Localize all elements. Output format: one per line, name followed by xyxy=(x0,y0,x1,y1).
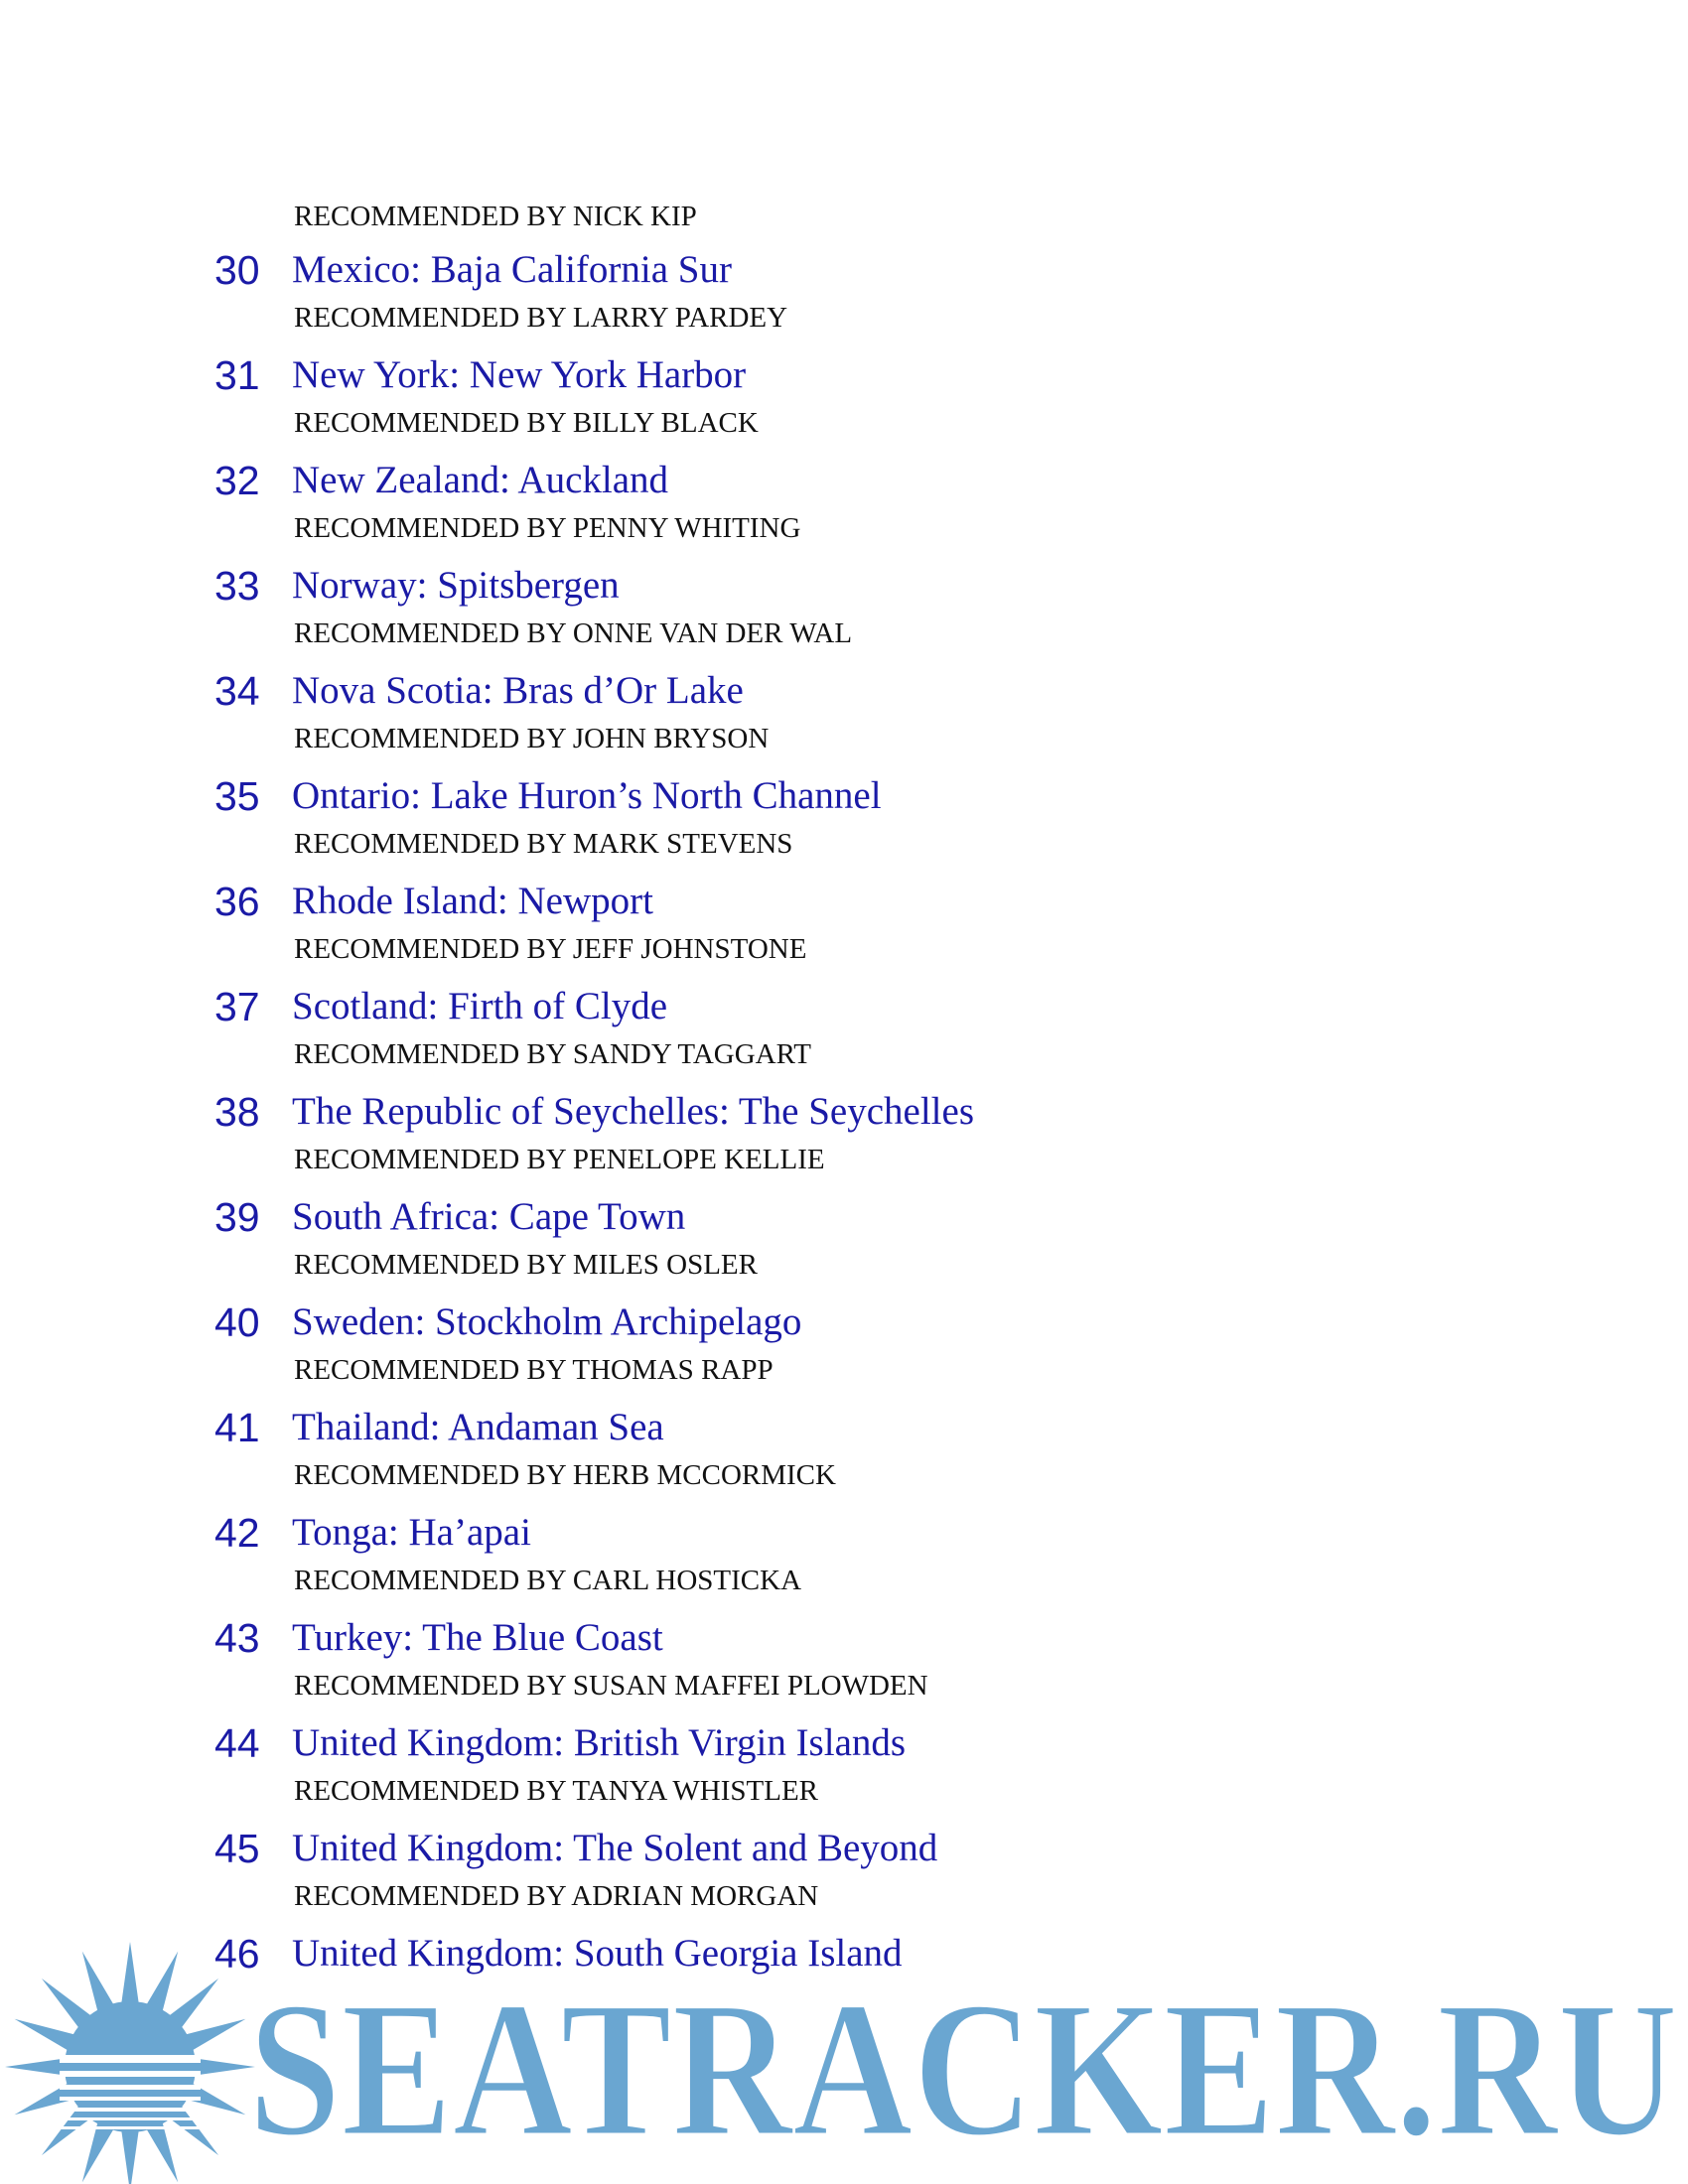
recommended-by-line: RECOMMENDED BY TANYA WHISTLER xyxy=(294,1775,819,1807)
sun-ray xyxy=(5,2058,70,2076)
chapter-number: 39 xyxy=(214,1194,260,1240)
chapter-title[interactable]: United Kingdom: South Georgia Island xyxy=(292,1932,903,1975)
chapter-number: 40 xyxy=(214,1299,260,1345)
watermark-text-label: SEATRACKER.RU xyxy=(248,1962,1678,2177)
recommended-by-line: RECOMMENDED BY LARRY PARDEY xyxy=(294,302,788,334)
recommended-by-line: RECOMMENDED BY NICK KIP xyxy=(294,201,697,232)
chapter-title[interactable]: Thailand: Andaman Sea xyxy=(292,1406,664,1448)
toc-entry xyxy=(0,770,1688,870)
chapter-title[interactable]: Sweden: Stockholm Archipelago xyxy=(292,1300,802,1343)
toc-entry xyxy=(0,1191,1688,1291)
chapter-number: 32 xyxy=(214,458,260,503)
chapter-number: 30 xyxy=(214,247,260,293)
chapter-title[interactable]: Tonga: Ha’apai xyxy=(292,1511,531,1554)
chapter-number: 37 xyxy=(214,984,260,1029)
chapter-title[interactable]: Rhode Island: Newport xyxy=(292,880,653,922)
recommended-by-line: RECOMMENDED BY MARK STEVENS xyxy=(294,828,793,860)
toc-entry xyxy=(0,665,1688,764)
recommended-by-line: RECOMMENDED BY PENNY WHITING xyxy=(294,512,801,544)
chapter-number: 38 xyxy=(214,1089,260,1135)
chapter-number: 46 xyxy=(214,1931,260,1977)
toc-entry xyxy=(0,1612,1688,1711)
recommended-by-line: RECOMMENDED BY MILES OSLER xyxy=(294,1249,758,1281)
chapter-number: 41 xyxy=(214,1405,260,1450)
chapter-number: 45 xyxy=(214,1826,260,1871)
chapter-number: 33 xyxy=(214,563,260,609)
sun-ray xyxy=(121,1942,139,2006)
chapter-title[interactable]: United Kingdom: The Solent and Beyond xyxy=(292,1827,938,1869)
recommended-by-line: RECOMMENDED BY HERB MCCORMICK xyxy=(294,1459,836,1491)
toc-entry xyxy=(0,876,1688,975)
chapter-title[interactable]: South Africa: Cape Town xyxy=(292,1195,686,1238)
toc-entry xyxy=(0,1086,1688,1185)
chapter-title[interactable]: New York: New York Harbor xyxy=(292,353,747,396)
chapter-number: 36 xyxy=(214,879,260,924)
sun-ray xyxy=(121,2127,139,2184)
toc-entry xyxy=(0,349,1688,449)
recommended-by-line: RECOMMENDED BY ONNE VAN DER WAL xyxy=(294,617,853,649)
toc-entry xyxy=(0,1297,1688,1396)
toc-entry xyxy=(0,981,1688,1080)
chapter-title[interactable]: United Kingdom: British Virgin Islands xyxy=(292,1721,907,1764)
toc-entry xyxy=(0,560,1688,659)
recommended-by-line: RECOMMENDED BY PENELOPE KELLIE xyxy=(294,1144,825,1175)
watermark xyxy=(0,1938,1688,2184)
recommended-by-line: RECOMMENDED BY BILLY BLACK xyxy=(294,407,759,439)
recommended-by-line: RECOMMENDED BY SUSAN MAFFEI PLOWDEN xyxy=(294,1670,928,1702)
recommended-by-line: RECOMMENDED BY CARL HOSTICKA xyxy=(294,1565,802,1596)
chapter-title[interactable]: Turkey: The Blue Coast xyxy=(292,1616,663,1659)
toc-entry xyxy=(0,455,1688,554)
toc-entry xyxy=(0,1507,1688,1606)
chapter-title[interactable]: The Republic of Seychelles: The Seychelles xyxy=(292,1090,974,1133)
chapter-title[interactable]: Ontario: Lake Huron’s North Channel xyxy=(292,774,882,817)
chapter-number: 42 xyxy=(214,1510,260,1556)
chapter-title[interactable]: Nova Scotia: Bras d’Or Lake xyxy=(292,669,744,712)
chapter-title[interactable]: Mexico: Baja California Sur xyxy=(292,248,732,291)
recommended-by-line: RECOMMENDED BY JEFF JOHNSTONE xyxy=(294,933,807,965)
recommended-by-line: RECOMMENDED BY JOHN BRYSON xyxy=(294,723,770,754)
chapter-number: 35 xyxy=(214,773,260,819)
chapter-number: 44 xyxy=(214,1720,260,1766)
sun-ray xyxy=(191,2058,255,2076)
sun-icon xyxy=(0,1938,260,2184)
toc-entry xyxy=(0,1717,1688,1817)
recommended-by-line: RECOMMENDED BY THOMAS RAPP xyxy=(294,1354,774,1386)
chapter-number: 31 xyxy=(214,352,260,398)
recommended-by-line: RECOMMENDED BY SANDY TAGGART xyxy=(294,1038,811,1070)
toc-entry xyxy=(0,1823,1688,1922)
chapter-title[interactable]: Scotland: Firth of Clyde xyxy=(292,985,668,1027)
chapter-number: 43 xyxy=(214,1615,260,1661)
watermark-text xyxy=(248,1938,1688,2184)
chapter-title[interactable]: New Zealand: Auckland xyxy=(292,459,669,501)
chapter-title[interactable]: Norway: Spitsbergen xyxy=(292,564,620,607)
recommended-by-line: RECOMMENDED BY ADRIAN MORGAN xyxy=(294,1880,819,1912)
toc-entry xyxy=(0,1402,1688,1501)
toc-entry xyxy=(0,244,1688,343)
chapter-number: 34 xyxy=(214,668,260,714)
